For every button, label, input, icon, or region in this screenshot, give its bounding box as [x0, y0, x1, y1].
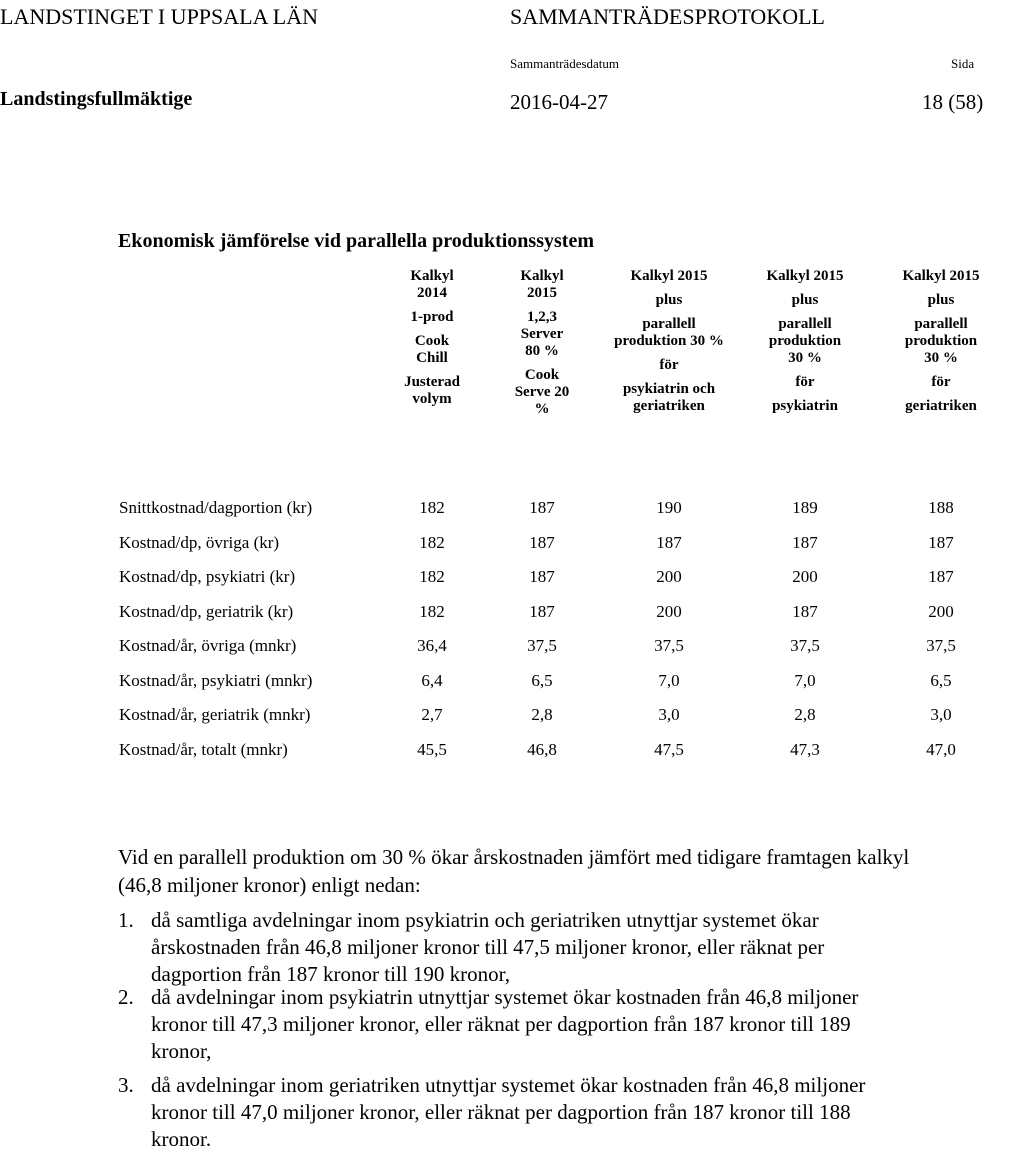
- column-header-line: parallell: [642, 316, 696, 332]
- column-header-line: [740, 285, 870, 292]
- table-cell: 187: [928, 533, 954, 552]
- list-number: 3.: [118, 1073, 134, 1097]
- column-header-line: geriatriken: [633, 398, 705, 414]
- meeting-date: 2016-04-27: [510, 90, 608, 114]
- table-cell: 37,5: [654, 636, 684, 655]
- row-label: Kostnad/år, totalt (mnkr): [119, 740, 288, 759]
- table-cell: 187: [529, 602, 555, 621]
- column-header-line: parallell: [914, 316, 968, 332]
- list-item-line: dagportion från 187 kronor till 190 kronor,: [151, 962, 511, 986]
- column-header-line: [740, 391, 870, 398]
- column-header-line: Cook: [414, 333, 450, 349]
- table-cell: 200: [792, 567, 818, 586]
- table-cell: 187: [529, 498, 555, 517]
- table-cell: 182: [419, 533, 445, 552]
- list-item-line: kronor till 47,0 miljoner kronor, eller räknat per dagportion från 187 kronor till 188: [151, 1100, 851, 1124]
- table-cell: 2,7: [421, 705, 443, 724]
- list-item-line: årskostnaden från 46,8 miljoner kronor till 47,5 miljoner kronor, eller räknat per: [151, 935, 825, 959]
- column-header-line: [876, 309, 1006, 316]
- column-header-line: psykiatrin: [772, 398, 838, 414]
- table-cell: 47,5: [654, 740, 684, 759]
- row-label: Kostnad/dp, psykiatri (kr): [119, 567, 296, 586]
- column-header-line: 2015: [527, 285, 557, 301]
- column-header-line: Kalkyl 2015: [766, 268, 844, 284]
- table-cell: 37,5: [790, 636, 820, 655]
- column-header-line: plus: [927, 292, 955, 308]
- column-header-line: för: [795, 374, 815, 390]
- table-cell: 189: [792, 498, 818, 517]
- column-header-line: [876, 285, 1006, 292]
- table-cell: 37,5: [527, 636, 557, 655]
- row-label: Kostnad/dp, övriga (kr): [119, 533, 280, 552]
- table-cell: 190: [656, 498, 682, 517]
- column-header: [492, 268, 592, 418]
- list-number: 2.: [118, 985, 134, 1009]
- column-header-line: 30 %: [788, 350, 822, 366]
- column-header-line: psykiatrin och: [622, 381, 716, 397]
- row-label: Kostnad/år, geriatrik (mnkr): [119, 705, 311, 724]
- column-header-line: Cook: [524, 367, 560, 383]
- column-header-line: geriatriken: [905, 398, 977, 414]
- table-cell: 200: [928, 602, 954, 621]
- table-cell: 45,5: [417, 740, 447, 759]
- column-header-line: volym: [412, 391, 452, 407]
- table-cell: 6,5: [531, 671, 553, 690]
- table-cell: 2,8: [794, 705, 816, 724]
- column-header: [876, 268, 1006, 415]
- table-cell: 6,5: [930, 671, 952, 690]
- column-header-line: produktion: [768, 333, 842, 349]
- list-item-line: då avdelningar inom geriatriken utnyttjar systemet ökar kostnaden från 46,8 miljoner: [151, 1073, 866, 1097]
- column-header-line: [594, 309, 744, 316]
- table-cell: 187: [792, 533, 818, 552]
- section-title: Ekonomisk jämförelse vid parallella produktionssystem: [118, 230, 594, 252]
- column-header-line: för: [931, 374, 951, 390]
- column-header-line: [594, 285, 744, 292]
- column-header-line: [740, 367, 870, 374]
- column-header-line: Server: [520, 326, 564, 342]
- table-cell: 47,3: [790, 740, 820, 759]
- table-cell: 6,4: [421, 671, 443, 690]
- intro-line: (46,8 miljoner kronor) enligt nedan:: [118, 873, 421, 897]
- row-label: Snittkostnad/dagportion (kr): [119, 498, 313, 517]
- list-item-line: då avdelningar inom psykiatrin utnyttjar systemet ökar kostnaden från 46,8 miljoner: [151, 985, 859, 1009]
- column-header-line: Kalkyl 2015: [630, 268, 708, 284]
- list-item-line: kronor till 47,3 miljoner kronor, eller räknat per dagportion från 187 kronor till 189: [151, 1012, 851, 1036]
- table-cell: 187: [529, 567, 555, 586]
- column-header-line: parallell: [778, 316, 832, 332]
- table-cell: 36,4: [417, 636, 447, 655]
- date-label: Sammanträdesdatum: [510, 56, 620, 71]
- table-cell: 46,8: [527, 740, 557, 759]
- page-number: 18 (58): [922, 90, 984, 114]
- column-header-line: [382, 302, 482, 309]
- body-name: Landstingsfullmäktige: [0, 88, 193, 110]
- column-header-line: Chill: [416, 350, 448, 366]
- table-cell: 187: [928, 567, 954, 586]
- column-header-line: 2014: [417, 285, 447, 301]
- column-header-line: [594, 374, 744, 381]
- column-header: [740, 268, 870, 415]
- column-header-line: plus: [791, 292, 819, 308]
- table-cell: 47,0: [926, 740, 956, 759]
- column-header: [594, 268, 744, 415]
- table-cell: 3,0: [658, 705, 680, 724]
- table-cell: 187: [792, 602, 818, 621]
- column-header-line: Justerad: [404, 374, 460, 390]
- column-header-line: Kalkyl: [410, 268, 454, 284]
- table-cell: 7,0: [658, 671, 680, 690]
- column-header-line: för: [659, 357, 679, 373]
- column-header-line: [594, 350, 744, 357]
- table-cell: 182: [419, 498, 445, 517]
- column-header-line: produktion: [904, 333, 978, 349]
- table-cell: 188: [928, 498, 954, 517]
- organization-name: LANDSTINGET I UPPSALA LÄN: [0, 4, 318, 29]
- list-item-line: kronor,: [151, 1039, 212, 1063]
- row-label: Kostnad/år, övriga (mnkr): [119, 636, 297, 655]
- column-header-line: [382, 367, 482, 374]
- list-item-line: kronor.: [151, 1127, 212, 1151]
- column-header-line: produktion 30 %: [614, 333, 724, 349]
- table-cell: 7,0: [794, 671, 816, 690]
- column-header-line: [740, 309, 870, 316]
- row-label: Kostnad/dp, geriatrik (kr): [119, 602, 294, 621]
- column-header-line: plus: [655, 292, 683, 308]
- table-cell: 182: [419, 567, 445, 586]
- column-header-line: [876, 391, 1006, 398]
- list-item-line: då samtliga avdelningar inom psykiatrin och geriatriken utnyttjar systemet ökar: [151, 908, 819, 932]
- column-header: [382, 268, 482, 408]
- column-header-line: 1-prod: [410, 309, 454, 325]
- row-label: Kostnad/år, psykiatri (mnkr): [119, 671, 313, 690]
- table-cell: 200: [656, 602, 682, 621]
- table-cell: 187: [656, 533, 682, 552]
- column-header-line: 30 %: [924, 350, 958, 366]
- column-header-line: [382, 326, 482, 333]
- column-header-line: [492, 360, 592, 367]
- column-header-line: [876, 367, 1006, 374]
- table-cell: 182: [419, 602, 445, 621]
- table-cell: 3,0: [930, 705, 952, 724]
- column-header-line: Kalkyl: [520, 268, 564, 284]
- table-cell: 2,8: [531, 705, 553, 724]
- column-header-line: 80 %: [525, 343, 559, 359]
- column-header-line: 1,2,3: [527, 309, 557, 325]
- table-cell: 200: [656, 567, 682, 586]
- column-header-line: %: [534, 401, 550, 417]
- table-cell: 187: [529, 533, 555, 552]
- page-label: Sida: [951, 56, 975, 71]
- document-type: SAMMANTRÄDESPROTOKOLL: [510, 4, 825, 29]
- table-cell: 37,5: [926, 636, 956, 655]
- column-header-line: Kalkyl 2015: [902, 268, 980, 284]
- column-header-line: Serve 20: [514, 384, 570, 400]
- column-header-line: [492, 302, 592, 309]
- intro-line: Vid en parallell produktion om 30 % ökar årskostnaden jämfört med tidigare framtagen kalkyl: [118, 845, 910, 869]
- list-number: 1.: [118, 908, 134, 932]
